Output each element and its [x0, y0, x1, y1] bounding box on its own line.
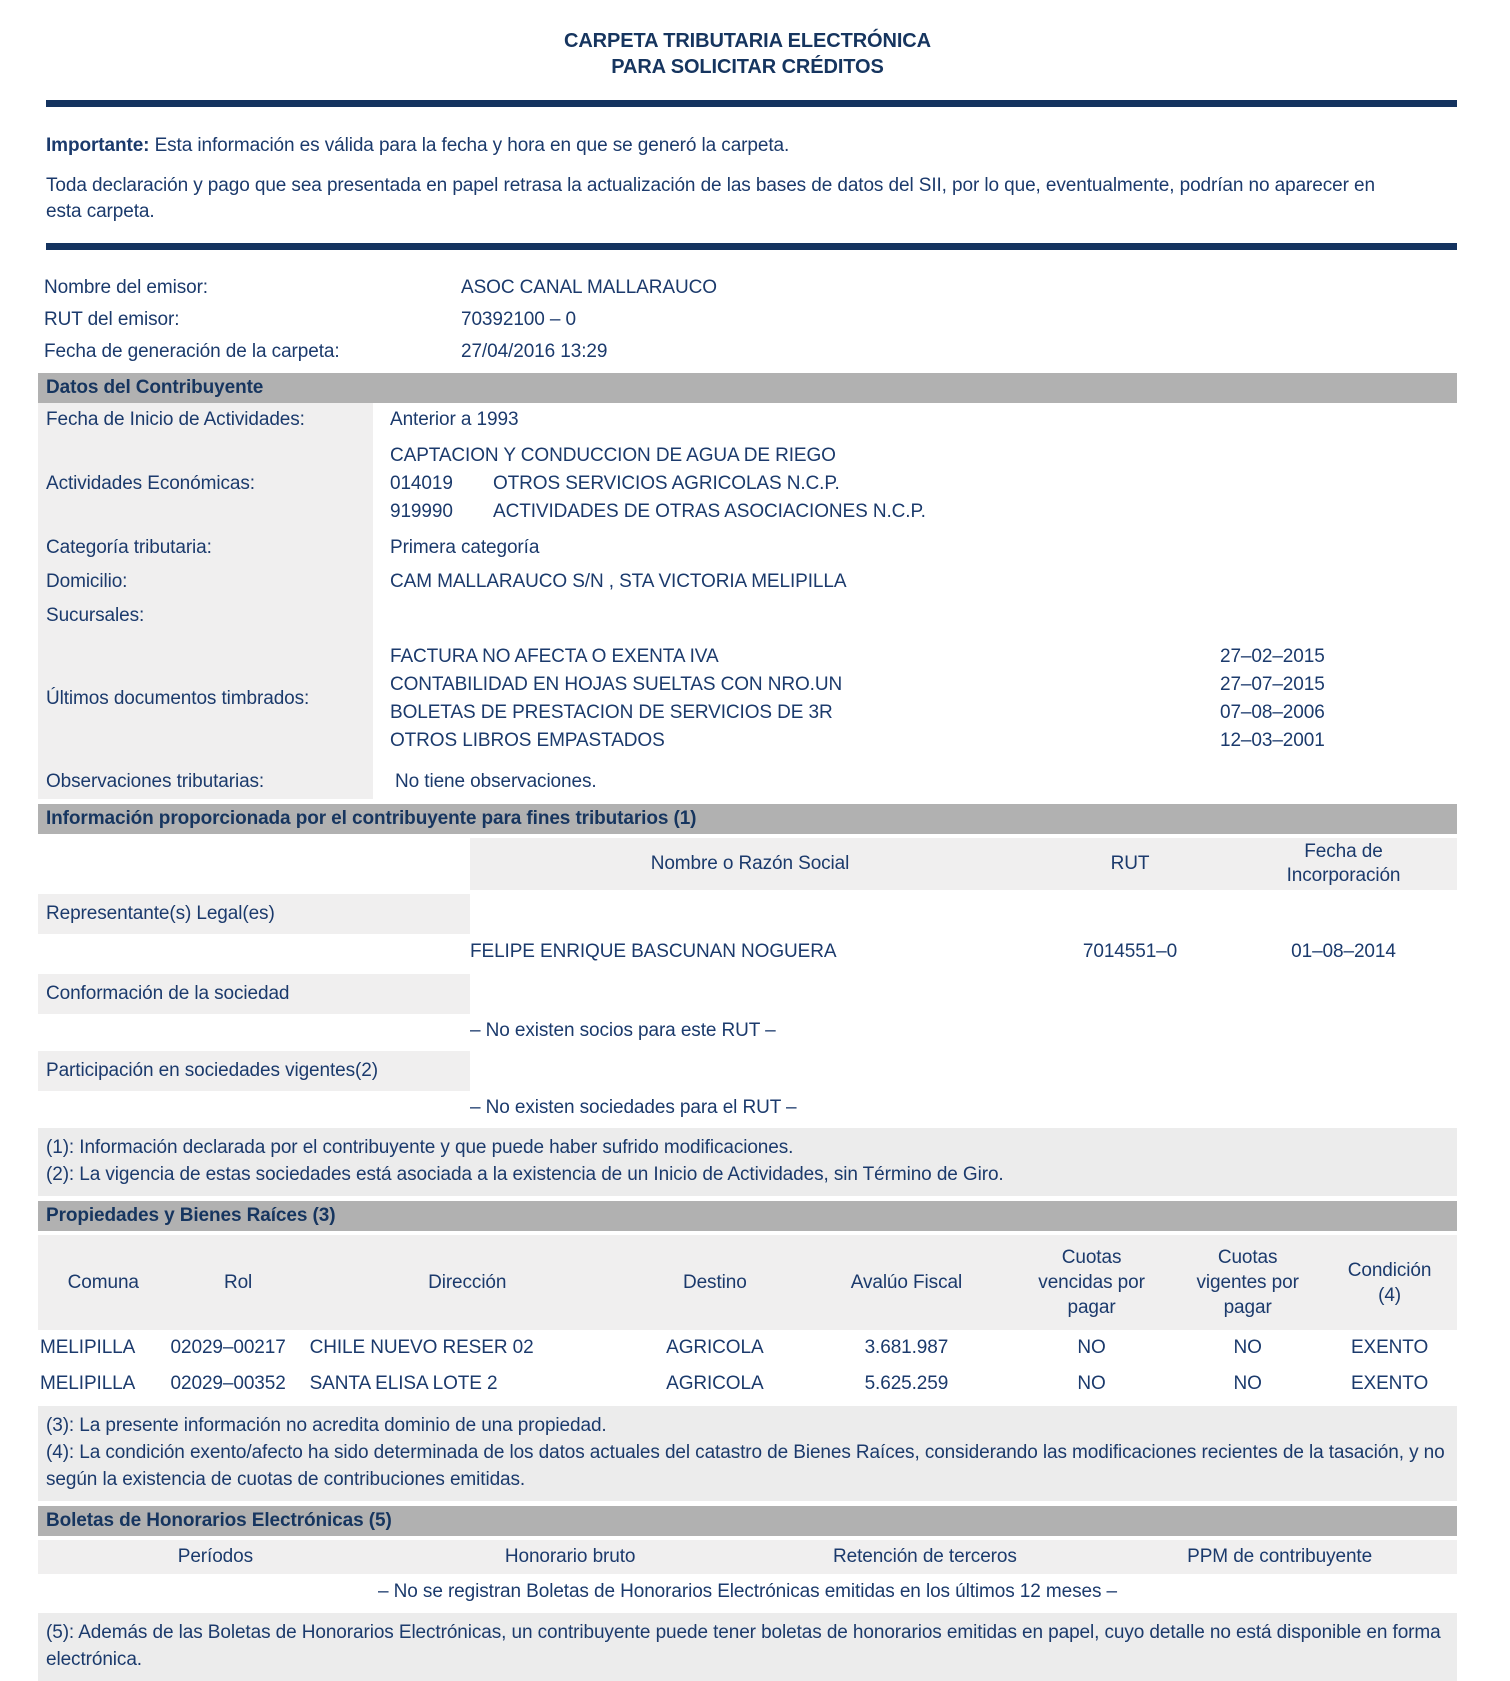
column-header-condicion: [1322, 1235, 1457, 1330]
representante-rut: 7014551–0: [1082, 941, 1178, 962]
column-header-honorario-bruto: Honorario bruto: [504, 1546, 636, 1567]
page-title-line2: PARA SOLICITAR CRÉDITOS: [611, 56, 884, 78]
column-header-fecha-text: Fecha de Incorporación: [1286, 841, 1401, 886]
row-observaciones: [38, 765, 1457, 799]
column-header-nombre: Nombre o Razón Social: [650, 853, 850, 874]
emitter-nombre-row: [38, 272, 1457, 304]
conformacion-label: Conformación de la sociedad: [38, 974, 470, 1014]
footnote-1: (1): Información declarada por el contribuyente y que puede haber sufrido modificaciones.: [46, 1137, 794, 1158]
column-header-condicion-text: Condición (4): [1347, 1259, 1432, 1306]
documento-date: 12–03–2001: [1220, 730, 1325, 751]
actividad-line: [390, 442, 1457, 470]
page-title: [38, 28, 1457, 80]
actividad-code: 014019: [390, 473, 453, 494]
observaciones-value: No tiene observaciones.: [395, 771, 597, 792]
boletas-empty-message: – No se registran Boletas de Honorarios Electrónicas emitidas en los últimos 12 meses –: [378, 1580, 1117, 1602]
representante-fecha: 01–08–2014: [1291, 941, 1396, 962]
propiedad-cuotas-vigentes: NO: [1233, 1373, 1262, 1394]
row-inicio-actividades: [38, 403, 1457, 437]
observaciones-label: Observaciones tributarias:: [38, 765, 373, 799]
actividades-economicas-value: [373, 437, 1457, 531]
boletas-column-headers: [38, 1540, 1457, 1574]
row-actividades-economicas: [38, 437, 1457, 531]
propiedades-footnotes: [38, 1406, 1457, 1501]
intro-paragraph: Toda declaración y pago que sea presentada en papel retrasa la actualización de las bases de datos del SII, por lo que, eventualmente, podrían no aparecer en esta carpeta.: [46, 175, 1375, 222]
documento-date: 07–08–2006: [1220, 702, 1325, 723]
propiedades-header-row: [38, 1235, 1457, 1330]
info-header-spacer: [38, 838, 470, 890]
section-header-boletas: Boletas de Honorarios Electrónicas (5): [38, 1506, 1457, 1536]
domicilio-value: CAM MALLARAUCO S/N , STA VICTORIA MELIPILLA: [390, 571, 847, 592]
footnote-5: (5): Además de las Boletas de Honorarios Electrónicas, un contribuyente puede tener boletas de honorarios emitidas en papel, cuyo detalle no está disponible en forma electrónica.: [46, 1622, 1441, 1670]
actividad-name: ACTIVIDADES DE OTRAS ASOCIACIONES N.C.P.: [493, 501, 926, 522]
important-label: Importante:: [46, 135, 150, 156]
domicilio-label: Domicilio:: [38, 565, 373, 599]
section-header-propiedades: Propiedades y Bienes Raíces (3): [38, 1201, 1457, 1231]
column-header-ppm: PPM de contribuyente: [1187, 1546, 1373, 1567]
propiedad-destino: AGRICOLA: [666, 1373, 764, 1394]
propiedad-row: [38, 1330, 1457, 1366]
documento-date: 27–02–2015: [1220, 646, 1325, 667]
documentos-timbrados-value: [373, 633, 1457, 765]
column-header-fecha: [1230, 840, 1457, 888]
propiedad-rol: 02029–00352: [170, 1373, 286, 1394]
documentos-timbrados-label: Últimos documentos timbrados:: [38, 633, 373, 765]
documento-name: OTROS LIBROS EMPASTADOS: [390, 730, 665, 751]
section-header-informacion: Información proporcionada por el contribuyente para fines tributarios (1): [38, 804, 1457, 834]
emitter-fecha-row: [38, 336, 1457, 368]
footnote-4: (4): La condición exento/afecto ha sido determinada de los datos actuales del catastro de Bienes Raíces, considerando las modificaciones recientes de la tasación, y no según la existencia de cuotas de contribuciones emitidas.: [46, 1442, 1445, 1490]
participacion-label-row: [38, 1051, 1457, 1091]
propiedad-direccion: SANTA ELISA LOTE 2: [309, 1373, 498, 1394]
column-header-cuotas-vigentes: [1173, 1235, 1322, 1330]
actividad-code: 919990: [390, 501, 453, 522]
important-text: Esta información es válida para la fecha y hora en que se generó la carpeta.: [149, 135, 790, 156]
conformacion-empty-row: [38, 1014, 1457, 1047]
participacion-empty-message: – No existen sociedades para el RUT –: [470, 1096, 797, 1118]
row-documentos-timbrados: [38, 633, 1457, 765]
documento-line: [390, 699, 1457, 727]
actividad-name: OTROS SERVICIOS AGRICOLAS N.C.P.: [493, 473, 840, 494]
row-sucursales: [38, 599, 1457, 633]
column-header-cuotas-vigentes-text: Cuotas vigentes por pagar: [1196, 1247, 1299, 1318]
datos-contribuyente-table: [38, 403, 1457, 799]
propiedad-comuna: MELIPILLA: [40, 1373, 136, 1394]
categoria-tributaria-label: Categoría tributaria:: [38, 531, 373, 565]
inicio-actividades-value: Anterior a 1993: [390, 409, 519, 430]
propiedad-direccion: CHILE NUEVO RESER 02: [309, 1337, 534, 1358]
inicio-actividades-label: Fecha de Inicio de Actividades:: [38, 403, 373, 437]
info-header-cells: [470, 838, 1457, 890]
info-footnotes: [38, 1128, 1457, 1196]
conformacion-empty-message: – No existen socios para este RUT –: [470, 1019, 776, 1041]
propiedad-condicion: EXENTO: [1350, 1337, 1429, 1358]
documento-line: [390, 671, 1457, 699]
boletas-footnote: [38, 1613, 1457, 1681]
documento-line: [390, 643, 1457, 671]
propiedad-comuna: MELIPILLA: [40, 1337, 136, 1358]
sucursales-label: Sucursales:: [38, 599, 373, 633]
important-notice: [46, 133, 1457, 159]
column-header-cuotas-vencidas: [1010, 1235, 1173, 1330]
column-header-direccion: Dirección: [308, 1235, 627, 1330]
propiedad-avaluo: 5.625.259: [864, 1373, 949, 1394]
propiedad-avaluo: 3.681.987: [864, 1337, 949, 1358]
column-header-rol: Rol: [169, 1235, 308, 1330]
emitter-fecha-label: Fecha de generación de la carpeta:: [44, 341, 340, 362]
row-domicilio: [38, 565, 1457, 599]
column-header-comuna: Comuna: [38, 1235, 169, 1330]
emitter-info: [38, 272, 1457, 368]
documento-name: FACTURA NO AFECTA O EXENTA IVA: [390, 646, 719, 667]
documento-name: CONTABILIDAD EN HOJAS SUELTAS CON NRO.UN: [390, 674, 843, 695]
info-column-headers: [38, 838, 1457, 890]
documento-name: BOLETAS DE PRESTACION DE SERVICIOS DE 3R: [390, 702, 833, 723]
actividades-economicas-label: Actividades Económicas:: [38, 437, 373, 531]
divider-rule-top: [46, 100, 1457, 107]
representante-data-row: [38, 934, 1457, 970]
emitter-nombre-label: Nombre del emisor:: [44, 277, 208, 298]
propiedad-cuotas-vencidas: NO: [1077, 1337, 1106, 1358]
emitter-rut-value: 70392100 – 0: [461, 309, 577, 330]
documento-line: [390, 727, 1457, 755]
section-header-datos-contribuyente: Datos del Contribuyente: [38, 373, 1457, 403]
participacion-label: Participación en sociedades vigentes(2): [38, 1051, 470, 1091]
propiedad-rol: 02029–00217: [170, 1337, 286, 1358]
propiedades-table: [38, 1235, 1457, 1402]
conformacion-label-row: [38, 974, 1457, 1014]
emitter-rut-row: [38, 304, 1457, 336]
propiedad-condicion: EXENTO: [1350, 1373, 1429, 1394]
column-header-cuotas-vencidas-text: Cuotas vencidas por pagar: [1038, 1247, 1145, 1318]
representante-label: Representante(s) Legal(es): [38, 894, 470, 934]
representante-nombre: FELIPE ENRIQUE BASCUNAN NOGUERA: [470, 941, 837, 962]
propiedad-cuotas-vencidas: NO: [1077, 1373, 1106, 1394]
page-title-line1: CARPETA TRIBUTARIA ELECTRÓNICA: [564, 30, 931, 52]
footnote-2: (2): La vigencia de estas sociedades está asociada a la existencia de un Inicio de Actividades, sin Término de Giro.: [46, 1164, 1004, 1185]
propiedad-destino: AGRICOLA: [666, 1337, 764, 1358]
participacion-empty-row: [38, 1091, 1457, 1124]
footnote-3: (3): La presente información no acredita dominio de una propiedad.: [46, 1415, 607, 1436]
column-header-retencion: Retención de terceros: [832, 1546, 1017, 1567]
column-header-destino: Destino: [627, 1235, 803, 1330]
propiedad-row: [38, 1366, 1457, 1402]
representante-label-row: [38, 894, 1457, 934]
column-header-rut: RUT: [1110, 853, 1150, 874]
documento-date: 27–07–2015: [1220, 674, 1325, 695]
emitter-fecha-value: 27/04/2016 13:29: [461, 341, 608, 362]
propiedad-cuotas-vigentes: NO: [1233, 1337, 1262, 1358]
column-header-periodos: Períodos: [177, 1546, 253, 1567]
emitter-rut-label: RUT del emisor:: [44, 309, 180, 330]
actividad-line: [390, 470, 1457, 498]
divider-rule-intro-bottom: [46, 243, 1457, 250]
actividad-name: CAPTACION Y CONDUCCION DE AGUA DE RIEGO: [390, 445, 836, 466]
column-header-avaluo: Avalúo Fiscal: [803, 1235, 1010, 1330]
representante-row-cells: [470, 941, 1457, 963]
row-categoria-tributaria: [38, 531, 1457, 565]
emitter-nombre-value: ASOC CANAL MALLARAUCO: [461, 277, 717, 298]
actividad-line: [390, 498, 1457, 526]
categoria-tributaria-value: Primera categoría: [390, 537, 540, 558]
sucursales-value: [373, 599, 1457, 633]
